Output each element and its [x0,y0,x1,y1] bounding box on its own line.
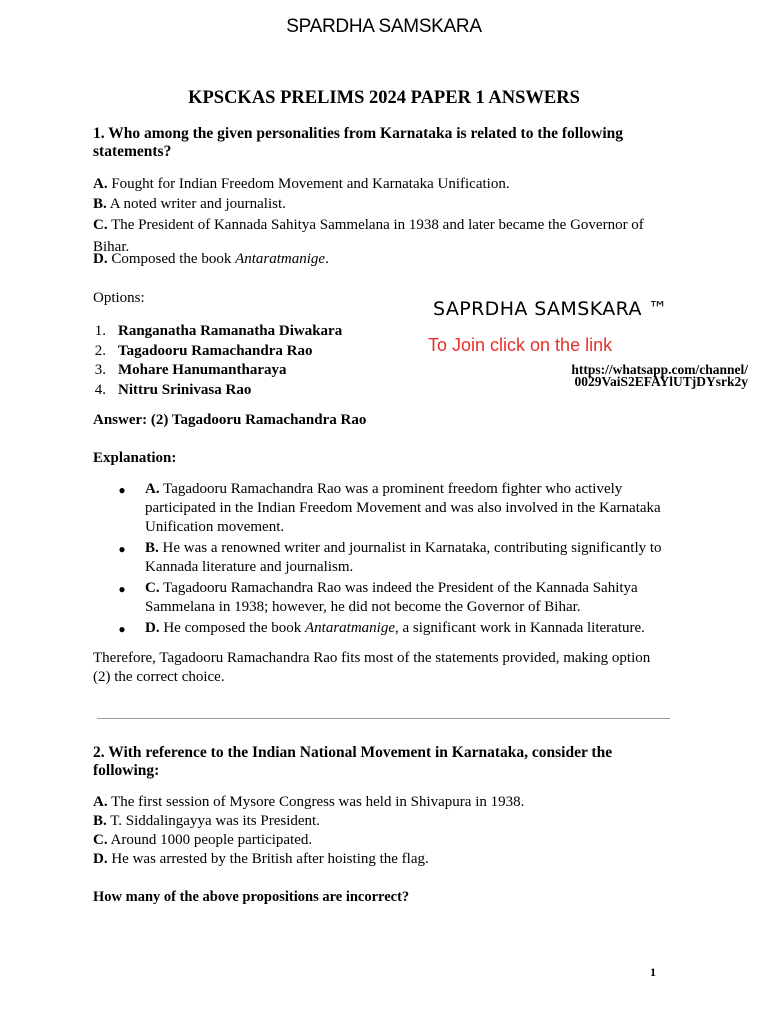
conclusion: Therefore, Tagadooru Ramachandra Rao fits most of the statements provided, making option (2) the correct choice. [93,650,651,685]
statement-text: Composed the book [107,251,236,267]
explanation-item-b [99,539,664,577]
question-1-title: 1. Who among the given personalities from Karnataka is related to the following statements? [93,125,624,160]
explanation-text: He was a renowned writer and journalist in Karnataka, contributing significantly to Kannada literature and journalism. [145,540,662,575]
explanation-letter: A. [145,481,160,497]
statement-letter: D. [93,251,108,267]
statement-text: Fought for Indian Freedom Movement and Karnataka Unification. [107,176,510,192]
bullet-icon: ● [118,582,126,596]
q1-statement-d [93,250,329,268]
book-title: Antaratmanige [235,251,326,267]
statement-text: T. Siddalingayya was its President. [106,813,320,829]
statement-letter: D. [93,851,108,867]
page-number: 1 [650,965,656,979]
option-text: Tagadooru Ramachandra Rao [118,342,313,359]
explanation-letter: B. [145,540,159,556]
option-3 [70,361,342,381]
option-text: Ranganatha Ramanatha Diwakara [118,323,343,339]
explanation-text-end: , a significant work in Kannada literature. [394,620,645,636]
option-2 [70,342,342,362]
q2-statement-d [93,850,429,868]
statement-text: He was arrested by the British after hoisting the flag. [107,851,429,867]
promo-title: SAPRDHA SAMSKARA ™ [433,298,668,320]
options-label: Options: [93,290,145,306]
option-number: 2. [94,342,106,359]
q2-statement-b [93,812,320,830]
document-title: KPSCKAS PRELIMS 2024 PAPER 1 ANSWERS [188,88,580,108]
explanation-letter: C. [145,580,160,596]
explanation-item-d [99,619,664,639]
option-text: Mohare Hanumantharaya [118,362,287,378]
option-number: 4. [94,381,106,398]
option-1 [70,322,342,342]
statement-text: The President of Kannada Sahitya Sammelana in 1938 and later became the Governor of Bihar. [93,217,644,255]
explanation-item-a [99,480,664,537]
q2-prompt: How many of the above propositions are incorrect? [93,889,410,905]
statement-letter: A. [93,794,108,810]
explanation-text: Tagadooru Ramachandra Rao was a prominent freedom fighter who actively participated in the Indian Freedom Movement and was also involved in the Karnataka Unification movement. [145,481,661,535]
statement-letter: C. [93,832,108,848]
statement-text: Around 1000 people participated. [107,832,313,848]
bullet-icon: ● [118,483,126,497]
explanation-letter: D. [145,620,160,636]
explanation-label: Explanation: [93,450,177,466]
options-list [70,322,342,400]
option-number: 3. [94,362,106,378]
explanation-text: Tagadooru Ramachandra Rao was indeed the President of the Kannada Sahitya Sammelana in 1938; however, he did not become the Governor of Bihar. [145,580,638,615]
question-2-title: 2. With reference to the Indian National Movement in Karnataka, consider the following: [93,744,613,779]
statement-text-end: . [325,251,329,267]
whatsapp-channel-link[interactable] [562,364,748,388]
statement-letter: A. [93,176,108,192]
option-number: 1. [94,323,106,339]
q2-statement-a [93,793,524,811]
explanation-item-c [99,579,664,617]
q1-statement-b [93,195,286,213]
statement-letter: C. [93,217,108,233]
link-line-1[interactable]: https://whatsapp.com/channel/ [571,362,748,377]
option-text: Nittru Srinivasa Rao [118,381,252,398]
q2-statement-c [93,831,312,849]
link-line-2[interactable]: 0029VaiS2EFAYlUTjDYsrk2y [574,374,748,389]
page-header: SPARDHA SAMSKARA [286,16,482,37]
statement-letter: B. [93,813,107,829]
q1-statement-a [93,175,510,193]
answer: Answer: (2) Tagadooru Ramachandra Rao [93,412,367,428]
statement-letter: B. [93,196,107,212]
section-divider [97,718,670,719]
bullet-icon: ● [118,542,126,556]
promo-join-text[interactable]: To Join click on the link [428,335,613,355]
statement-text: A noted writer and journalist. [106,196,286,212]
explanation-list [99,480,664,641]
statement-text: The first session of Mysore Congress was held in Shivapura in 1938. [107,794,525,810]
explanation-text: He composed the book [159,620,305,636]
bullet-icon: ● [118,622,126,636]
book-title: Antaratmanige [304,620,395,636]
option-4 [70,381,342,401]
